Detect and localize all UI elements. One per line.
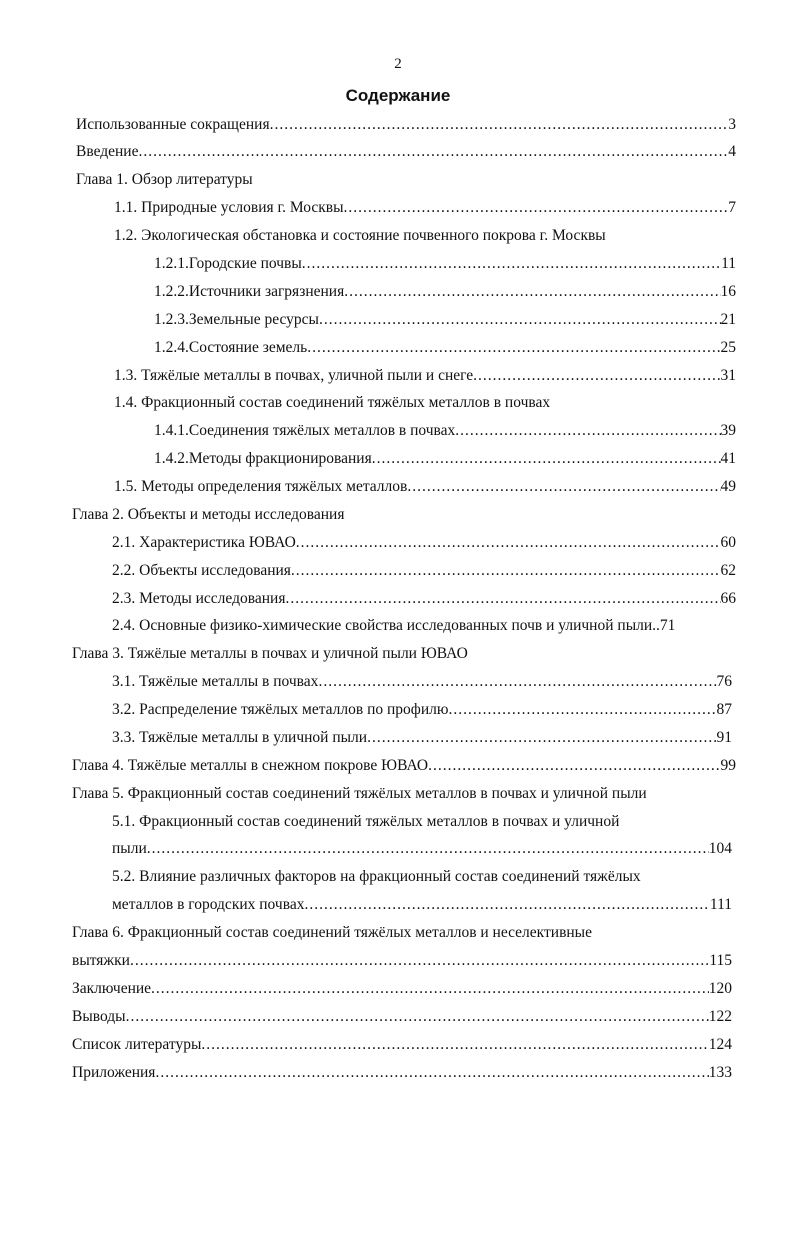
toc-entry: Приложения ..... 133 bbox=[72, 1060, 732, 1086]
toc-entry-line1: 5.2. Влияние различных факторов на фракционный состав соединений тяжёлых bbox=[112, 868, 641, 885]
toc-entry-line2: металлов в городских почвах ..... 111 bbox=[112, 892, 732, 918]
toc-entry: 2.1. Характеристика ЮВАО ..... 60 bbox=[112, 530, 736, 556]
toc-entry: 3.2. Распределение тяжёлых металлов по профилю ..... 87 bbox=[112, 697, 732, 723]
toc-entry: 3.1. Тяжёлые металлы в почвах ..... 76 bbox=[112, 669, 732, 695]
toc-section-heading: 1.2. Экологическая обстановка и состояние почвенного покрова г. Москвы bbox=[114, 227, 606, 244]
page-title: Содержание bbox=[345, 86, 451, 105]
toc-entry: Список литературы ..... 124 bbox=[72, 1032, 732, 1058]
toc-chapter-heading: Глава 1. Обзор литературы bbox=[76, 171, 253, 188]
toc-entry: Выводы ..... 122 bbox=[72, 1004, 732, 1030]
toc-entry: 2.4. Основные физико-химические свойства исследованных почв и уличной пыли.. 71 bbox=[112, 617, 676, 634]
toc-entry: Использованные сокращения ..... 3 bbox=[76, 112, 736, 138]
toc-chapter-heading: Глава 3. Тяжёлые металлы в почвах и уличной пыли ЮВАО bbox=[72, 645, 468, 662]
toc-entry: 2.3. Методы исследования ..... 66 bbox=[112, 586, 736, 612]
toc-entry: 1.4.2. Методы фракционирования ..... 41 bbox=[154, 446, 736, 472]
toc-entry: 1.2.2. Источники загрязнения ..... 16 bbox=[154, 279, 736, 305]
toc-chapter-heading: Глава 2. Объекты и методы исследования bbox=[72, 506, 345, 523]
toc-entry: 1.2.1. Городские почвы ..... 11 bbox=[154, 251, 736, 277]
toc-entry: Заключение ..... 120 bbox=[72, 976, 732, 1002]
toc-entry: Введение ..... 4 bbox=[76, 139, 736, 165]
toc-entry-line1: Глава 6. Фракционный состав соединений тяжёлых металлов и неселективные bbox=[72, 924, 592, 941]
toc-entry-line2: пыли ..... 104 bbox=[112, 836, 732, 862]
toc-entry: 2.2. Объекты исследования ..... 62 bbox=[112, 558, 736, 584]
toc-section-heading: 1.4. Фракционный состав соединений тяжёлых металлов в почвах bbox=[114, 394, 551, 411]
toc-entry: 1.4.1. Соединения тяжёлых металлов в почвах ..... 39 bbox=[154, 418, 736, 444]
page-number: 2 bbox=[394, 56, 402, 72]
toc-entry-line1: 5.1. Фракционный состав соединений тяжёлых металлов в почвах и уличной bbox=[112, 813, 620, 830]
toc-entry: Глава 4. Тяжёлые металлы в снежном покрове ЮВАО ..... 99 bbox=[72, 753, 736, 779]
toc-entry: 1.5. Методы определения тяжёлых металлов ..... 49 bbox=[114, 474, 736, 500]
toc-entry: 1.2.4. Состояние земель ..... 25 bbox=[154, 335, 736, 361]
toc-entry: 1.2.3. Земельные ресурсы ..... 21 bbox=[154, 307, 736, 333]
toc-chapter-heading: Глава 5. Фракционный состав соединений тяжёлых металлов в почвах и уличной пыли bbox=[72, 785, 647, 802]
toc-entry: 3.3. Тяжёлые металлы в уличной пыли ..... 91 bbox=[112, 725, 732, 751]
toc-entry: 1.1. Природные условия г. Москвы ..... 7 bbox=[114, 195, 736, 221]
toc-entry-line2: вытяжки ..... 115 bbox=[72, 948, 732, 974]
toc-entry: 1.3. Тяжёлые металлы в почвах, уличной пыли и снеге ..... 31 bbox=[114, 363, 736, 389]
